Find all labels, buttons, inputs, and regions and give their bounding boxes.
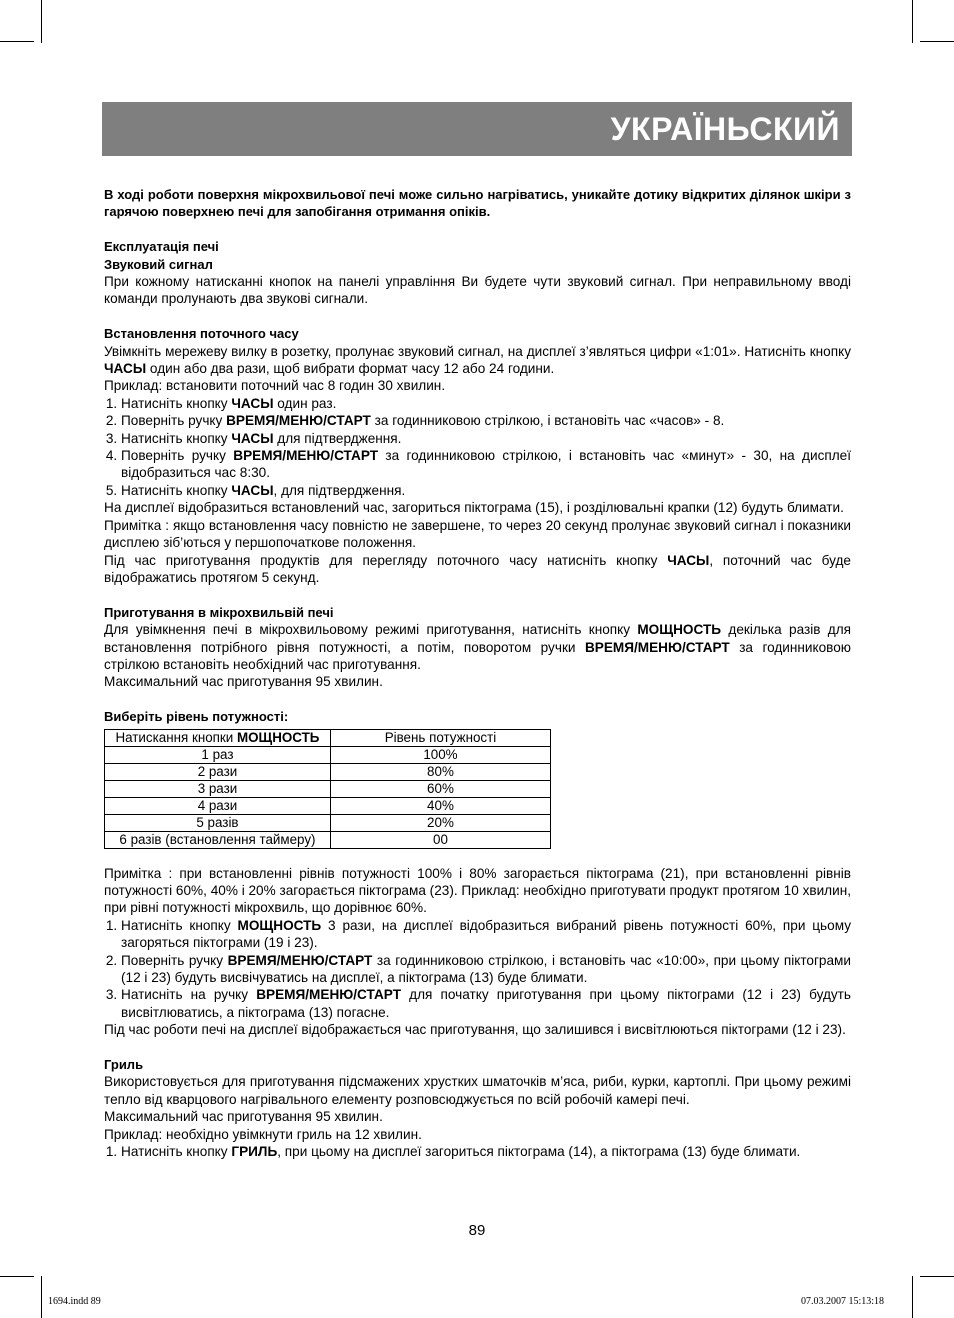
clock-after: На дисплеї відобразиться встановлений час, загориться піктограма (15), і розділювальні крапки (12) будуть блимати.: [104, 500, 844, 516]
table-row: 1 раз 100%: [105, 746, 551, 763]
section-heading-grill: Гриль: [104, 1056, 144, 1072]
crop-mark: [920, 41, 954, 42]
warning-text: В ході роботи поверхня мікрохвильової печі може сильно нагріватись, уникайте дотику відкритих ділянок шкіри з гарячою поверхнею печі для запобігання отримання опіків.: [104, 187, 851, 220]
section-heading-microwave: Приготування в мікрохвильвій печі: [104, 604, 334, 620]
power-note: Примітка : при встановленні рівнів потужності 100% і 80% загорається піктограма (21), при встановленні рівнів потужності 60%, 40% і 20% загорається піктограма (23). Приклад: необхідно приготувати продукт протягом 10 хвилин, при рівні потужності мікрохвиль, що дорівнює 60%.: [104, 865, 851, 916]
page-title: УКРАЇНЬСКИЙ: [610, 111, 840, 147]
clock-note: Примітка : якщо встановлення часу повністю не завершене, то через 20 секунд пролунає звуковий сигнал і показники дисплею зіб’ються у першопочаткове положення.: [104, 517, 851, 551]
column-header: Рівень потужності: [330, 729, 550, 746]
list-item: 1. Натисніть кнопку ГРИЛЬ, при цьому на дисплеї загориться піктограма (14), а піктограма (13) буде блимати.: [121, 1143, 851, 1160]
grill-example: Приклад: необхідно увімкнути гриль на 12 хвилин.: [104, 1126, 422, 1142]
list-item: 1. Натисніть кнопку ЧАСЫ один раз.: [121, 395, 851, 412]
crop-mark: [912, 1276, 913, 1318]
list-item: 3. Натисніть на ручку ВРЕМЯ/МЕНЮ/СТАРТ для початку приготування при цьому піктограми (12 і 23) будуть висвітлюватись, а піктограма (13) погасне.: [121, 986, 851, 1021]
power-table: [104, 729, 551, 849]
table-row: 5 разів 20%: [105, 814, 551, 831]
table-header-row: [105, 729, 551, 746]
list-item: 4. Поверніть ручку ВРЕМЯ/МЕНЮ/СТАРТ за годинниковою стрілкою, і встановіть час «минут» - 30, на дисплеї відобразиться час 8:30.: [121, 447, 851, 482]
list-item: 5. Натисніть кнопку ЧАСЫ, для підтвердження.: [121, 482, 851, 499]
table-row: 6 разів (встановлення таймеру) 00: [105, 831, 551, 848]
section-heading-operation: Експлуатація печі: [104, 239, 219, 255]
crop-mark: [920, 1276, 954, 1277]
grill-steps: [104, 1143, 851, 1160]
microwave-text: Для увімкнення печі в мікрохвильовому режимі приготування, натисніть кнопку МОЩНОСТЬ декілька разів для встановлення потрібного рівня потужності, а потім, поворотом ручки ВРЕМЯ/МЕНЮ/СТАРТ за годинниковою стрілкою встановіть необхідний час приготування.: [104, 622, 852, 672]
table-row: 2 рази 80%: [105, 763, 551, 780]
crop-mark: [0, 1276, 34, 1277]
crop-mark: [41, 0, 42, 43]
list-item: 2. Поверніть ручку ВРЕМЯ/МЕНЮ/СТАРТ за годинниковою стрілкою, і встановіть час «10:00», при цьому піктограми (12 і 23) будуть висвічуватись на дисплеї, а піктограма (13) буде блимати.: [121, 952, 851, 987]
column-header: Натискання кнопки МОЩНОСТЬ: [105, 729, 331, 746]
clock-intro: Увімкніть мережеву вилку в розетку, пролунає звуковий сигнал, на дисплеї з’являться цифри «1:01». Натисніть кнопку ЧАСЫ один або два рази, щоб вибрати формат часу 12 або 24 години.: [104, 343, 851, 377]
language-banner: [102, 102, 852, 156]
section-heading-power: Виберіть рівень потужності:: [104, 709, 289, 725]
clock-steps: [104, 395, 851, 499]
section-heading-clock: Встановлення поточного часу: [104, 326, 299, 342]
page-content: [104, 186, 851, 1160]
crop-mark: [0, 41, 34, 42]
microwave-max-time: Максимальний час приготування 95 хвилин.: [104, 674, 383, 690]
clock-view: Під час приготування продуктів для перегляду поточного часу натисніть кнопку ЧАСЫ, поточний час буде відображатись протягом 5 секунд.: [104, 552, 851, 585]
crop-mark: [912, 0, 913, 43]
grill-text: Використовується для приготування підсмажених хрустких шматочків м’яса, риби, курки, картоплі. При цьому режимі тепло від кварцового нагрівального елементу розповсюджується по всій робочій камері печі.: [104, 1074, 851, 1107]
sound-text: При кожному натисканні кнопок на панелі управління Ви будете чути звуковий сигнал. При неправильному вводі команди пролунають два звукові сигнали.: [104, 274, 851, 307]
list-item: 1. Натисніть кнопку МОЩНОСТЬ 3 рази, на дисплеї відобразиться вибраний рівень потужності 60%, при цьому загоряться піктограми (19 і 23).: [121, 917, 851, 952]
crop-mark: [41, 1276, 42, 1318]
grill-max-time: Максимальний час приготування 95 хвилин.: [104, 1109, 383, 1125]
power-after: Під час роботи печі на дисплеї відображається час приготування, що залишився і висвітлюються піктограми (12 і 23).: [104, 1022, 846, 1038]
slug-file: 1694.indd 89: [48, 1296, 101, 1307]
page-number: 89: [468, 1222, 486, 1239]
list-item: 3. Натисніть кнопку ЧАСЫ для підтвердження.: [121, 430, 851, 447]
list-item: 2. Поверніть ручку ВРЕМЯ/МЕНЮ/СТАРТ за годинниковою стрілкою, і встановіть час «часов» - 8.: [121, 412, 851, 429]
power-steps: [104, 917, 851, 1021]
section-heading-sound: Звуковий сигнал: [104, 256, 213, 272]
clock-example: Приклад: встановити поточний час 8 годин 30 хвилин.: [104, 378, 446, 394]
slug-timestamp: 07.03.2007 15:13:18: [800, 1296, 884, 1307]
table-row: 3 рази 60%: [105, 780, 551, 797]
table-row: 4 рази 40%: [105, 797, 551, 814]
